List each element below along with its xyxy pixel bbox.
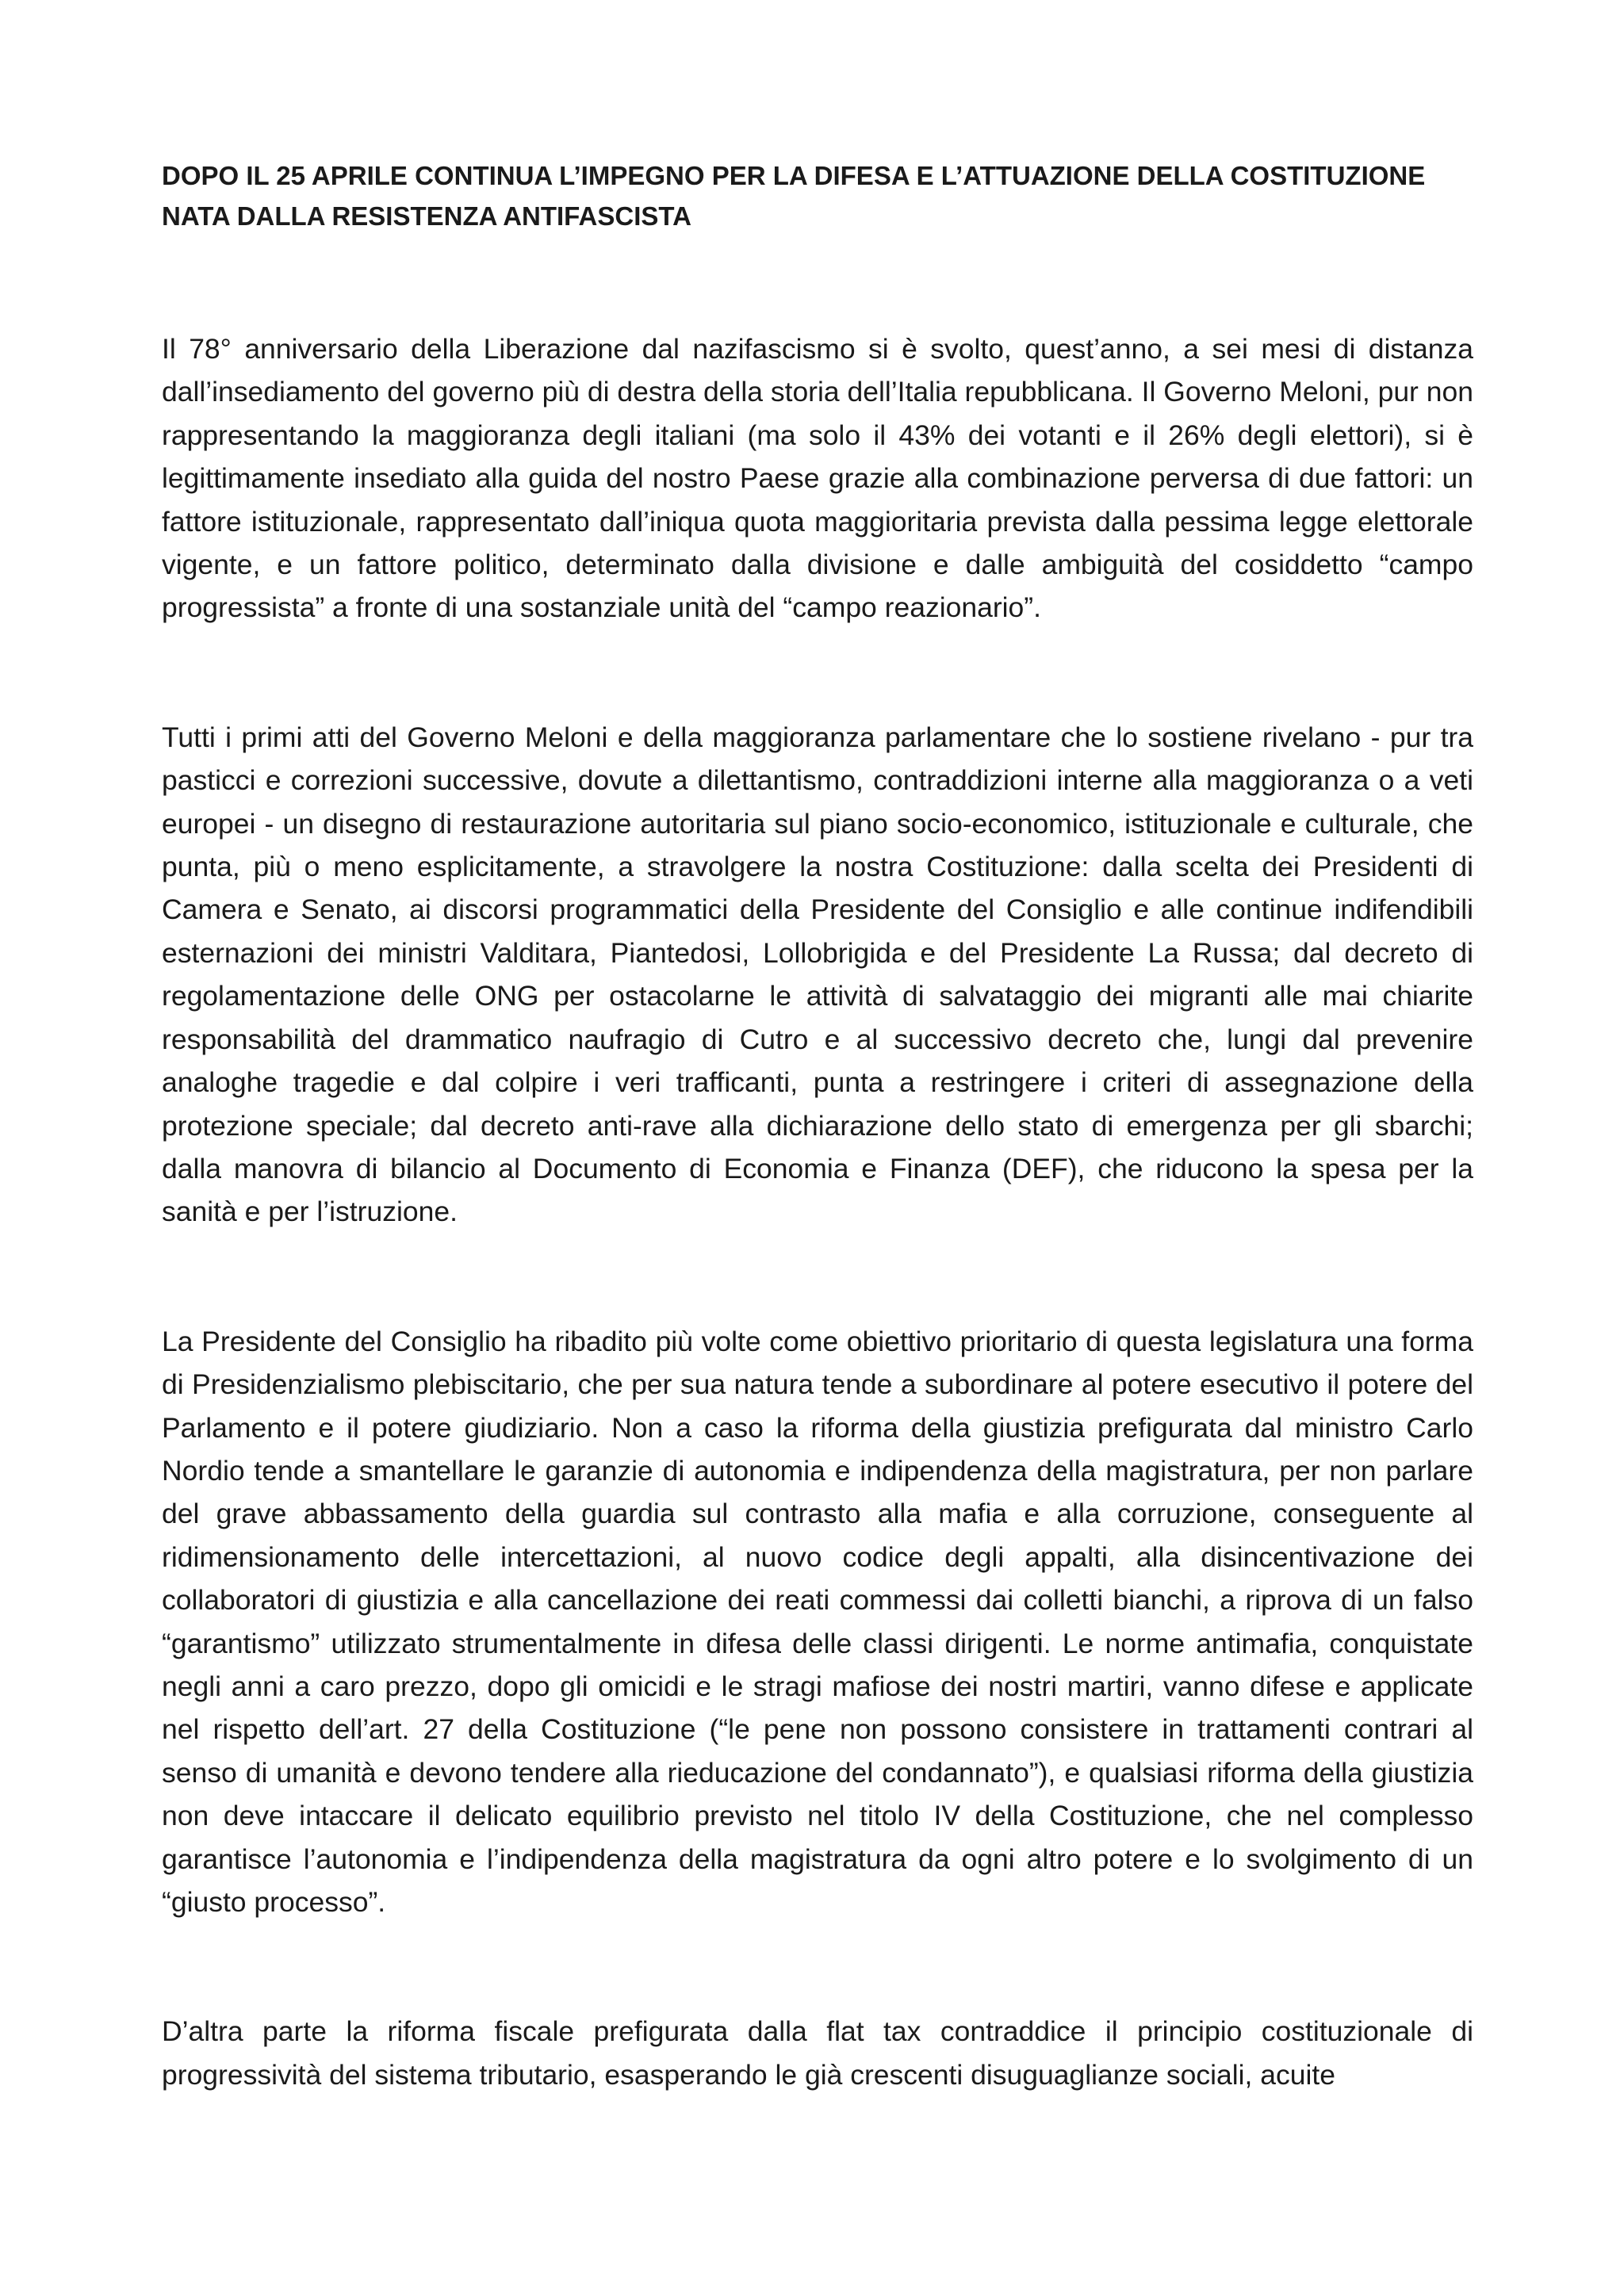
paragraph-3: La Presidente del Consiglio ha ribadito più volte come obiettivo prioritario di questa legislatura una forma di Presidenzialismo plebiscitario, che per sua natura tende a subordinare al potere esecutivo il potere del Parlamento e il potere giudiziario. Non a caso la riforma della giustizia prefigurata dal ministro Carlo Nordio tende a smantellare le garanzie di autonomia e indipendenza della magistratura, per non parlare del grave abbassamento della guardia sul contrasto alla mafia e alla corruzione, conseguente al ridimensionamento delle intercettazioni, al nuovo codice degli appalti, alla disincentivazione dei collaboratori di giustizia e alla cancellazione dei reati commessi dai colletti bianchi, a riprova di un falso “garantismo” utilizzato strumentalmente in difesa delle classi dirigenti. Le norme antimafia, conquistate negli anni a caro prezzo, dopo gli omicidi e le stragi mafiose dei nostri martiri, vanno difese e applicate nel rispetto dell’art. 27 della Costituzione (“le pene non possono consistere in trattamenti contrari al senso di umanità e devono tendere alla rieducazione del condannato”), e qualsiasi riforma della giustizia non deve intaccare il delicato equilibrio previsto nel titolo IV della Costituzione, che nel complesso garantisce l’autonomia e l’indipendenza della magistratura da ogni altro potere e lo svolgimento di un “giusto processo”.: [162, 1325, 1473, 1918]
paragraph-2: Tutti i primi atti del Governo Meloni e della maggioranza parlamentare che lo sostiene rivelano - pur tra pasticci e correzioni successive, dovute a dilettantismo, contraddizioni interne alla maggioranza o a veti europei - un disegno di restaurazione autoritaria sul piano socio-economico, istituzionale e culturale, che punta, più o meno esplicitamente, a stravolgere la nostra Costituzione: dalla scelta dei Presidenti di Camera e Senato, ai discorsi programmatici della Presidente del Consiglio e alle continue indifendibili esternazioni dei ministri Valditara, Piantedosi, Lollobrigida e del Presidente La Russa; dal decreto di regolamentazione delle ONG per ostacolarne le attività di salvataggio dei migranti alle mai chiarite responsabilità del drammatico naufragio di Cutro e al successivo decreto che, lungi dal prevenire analoghe tragedie e dal colpire i veri trafficanti, punta a restringere i criteri di assegnazione della protezione speciale; dal decreto anti-rave alla dichiarazione dello stato di emergenza per gli sbarchi; dalla manovra di bilancio al Documento di Economia e Finanza (DEF), che riducono la spesa per la sanità e per l’istruzione.: [162, 721, 1473, 1228]
document-title: DOPO IL 25 APRILE CONTINUA L’IMPEGNO PER LA DIFESA E L’ATTUAZIONE DELLA COSTITUZIONE NATA DALLA RESISTENZA ANTIFASCISTA: [162, 161, 1426, 231]
paragraph-1: Il 78° anniversario della Liberazione dal nazifascismo si è svolto, quest’anno, a sei mesi di distanza dall’insediamento del governo più di destra della storia dell’Italia repubblicana. Il Governo Meloni, pur non rappresentando la maggioranza degli italiani (ma solo il 43% dei votanti e il 26% degli elettori), si è legittimamente insediato alla guida del nostro Paese grazie alla combinazione perversa di due fattori: un fattore istituzionale, rappresentato dall’iniqua quota maggioritaria prevista dalla pessima legge elettorale vigente, e un fattore politico, determinato dalla divisione e dalle ambiguità del cosiddetto “campo progressista” a fronte di una sostanziale unità del “campo reazionario”.: [162, 333, 1473, 624]
paragraph-4: D’altra parte la riforma fiscale prefigurata dalla flat tax contraddice il principio costituzionale di progressività del sistema tributario, esasperando le già crescenti disuguaglianze sociali, acuite: [162, 2015, 1473, 2091]
